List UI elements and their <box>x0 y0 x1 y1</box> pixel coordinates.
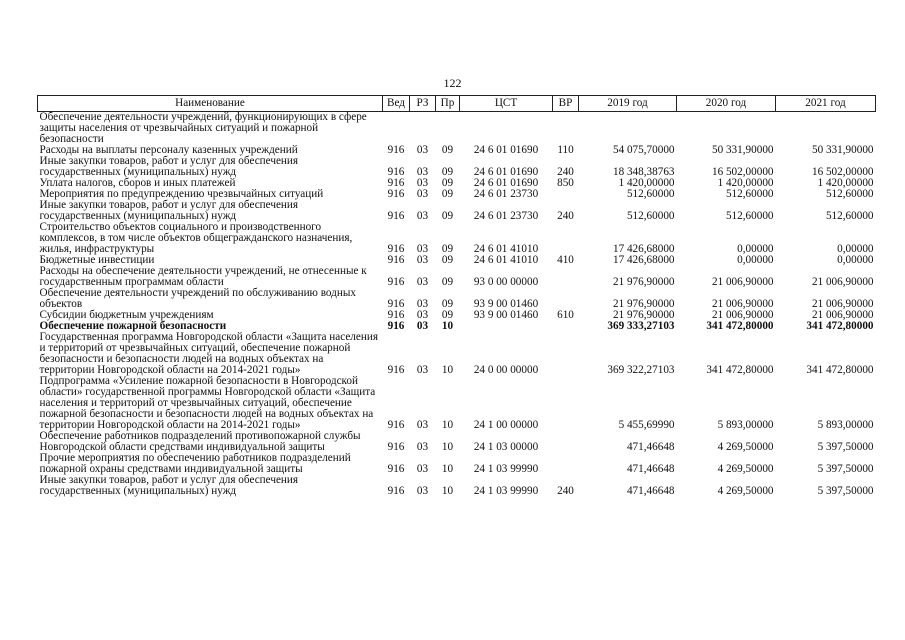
cell-pr: 09 <box>441 188 454 200</box>
cell-name: Обеспечение работников подразделений противопожарной службы Новгородской области средствами индивидуальной защиты <box>39 430 361 453</box>
cell-cst: 93 9 00 01460 <box>473 298 539 310</box>
cell-ved <box>383 112 410 146</box>
cell-pr: 10 <box>441 485 454 497</box>
cell-2020: 341 472,80000 <box>706 364 774 376</box>
cell-vr: 610 <box>557 309 574 321</box>
cell-rz: 03 <box>416 243 429 255</box>
cell-2020: 341 472,80000 <box>706 320 774 332</box>
cell-2021 <box>776 112 876 146</box>
cell-pr: 09 <box>441 243 454 255</box>
table-row <box>38 266 876 288</box>
cell-rz: 03 <box>416 364 429 376</box>
cell-2019: 512,60000 <box>626 188 675 200</box>
cell-vr <box>553 266 579 288</box>
header-rz: РЗ <box>410 96 436 112</box>
cell-name: Мероприятия по предупреждению чрезвычайных ситуаций <box>39 188 324 200</box>
cell-name: Иные закупки товаров, работ и услуг для обеспечения государственных (муниципальных) нужд <box>39 474 299 497</box>
cell-2020: 21 006,90000 <box>711 298 774 310</box>
cell-cst: 24 6 01 23730 <box>473 210 539 222</box>
cell-ved: 916 <box>387 276 405 288</box>
cell-rz: 03 <box>416 254 429 266</box>
cell-name: Бюджетные инвестиции <box>39 254 155 266</box>
cell-pr <box>436 112 460 146</box>
cell-2020: 512,60000 <box>725 188 774 200</box>
cell-2019: 17 426,68000 <box>612 243 675 255</box>
cell-rz: 03 <box>416 210 429 222</box>
cell-2019: 471,46648 <box>626 463 675 475</box>
cell-vr <box>553 321 579 332</box>
cell-rz <box>410 112 436 146</box>
cell-2021: 5 397,50000 <box>817 463 874 475</box>
cell-ved: 916 <box>387 419 405 431</box>
header-cst: ЦСТ <box>460 96 553 112</box>
cell-rz: 03 <box>416 276 429 288</box>
cell-cst: 24 1 03 00000 <box>473 441 539 453</box>
cell-2019: 1 420,00000 <box>618 177 675 189</box>
cell-pr: 10 <box>441 463 454 475</box>
cell-pr: 09 <box>441 144 454 156</box>
cell-vr <box>553 222 579 255</box>
cell-2019: 369 322,27103 <box>607 364 675 376</box>
cell-cst: 24 0 00 00000 <box>473 364 539 376</box>
cell-cst: 24 1 03 99990 <box>473 463 539 475</box>
cell-vr <box>553 376 579 431</box>
cell-vr <box>553 288 579 310</box>
cell-2019: 512,60000 <box>626 210 675 222</box>
table-row <box>38 332 876 376</box>
cell-pr: 09 <box>441 166 454 178</box>
table-row <box>38 156 876 178</box>
cell-vr <box>553 332 579 376</box>
header-name: Наименование <box>38 96 383 112</box>
cell-name: Расходы на выплаты персоналу казенных учреждений <box>39 144 298 156</box>
cell-2019: 471,46648 <box>626 441 675 453</box>
cell-name: Подпрограмма «Усиление пожарной безопасности в Новгородской области» государственной программы Новгородской области «Защита населения и территорий от чрезвычайных ситуаций, обеспечение пожарной безопасности и безопасности людей на водных объектах на территории Новгородской области на 2014-2021 годы» <box>39 375 376 431</box>
cell-2020: 4 269,50000 <box>717 485 774 497</box>
cell-ved: 916 <box>387 309 405 321</box>
cell-cst <box>460 112 553 146</box>
table-row <box>38 222 876 255</box>
cell-pr: 09 <box>441 177 454 189</box>
cell-2021: 5 397,50000 <box>817 485 874 497</box>
cell-vr <box>553 431 579 453</box>
table-row <box>38 112 876 146</box>
cell-cst: 24 6 01 01690 <box>473 177 539 189</box>
header-2021: 2021 год <box>776 96 876 112</box>
cell-ved: 916 <box>387 298 405 310</box>
cell-vr <box>553 112 579 146</box>
cell-pr: 10 <box>441 441 454 453</box>
cell-pr: 09 <box>441 309 454 321</box>
cell-pr: 09 <box>441 254 454 266</box>
cell-vr: 850 <box>557 177 574 189</box>
cell-2021: 21 006,90000 <box>811 298 874 310</box>
cell-vr: 240 <box>557 210 574 222</box>
cell-ved: 916 <box>387 254 405 266</box>
cell-ved: 916 <box>387 364 405 376</box>
cell-vr: 410 <box>557 254 574 266</box>
cell-vr: 240 <box>557 485 574 497</box>
cell-2021: 21 006,90000 <box>811 276 874 288</box>
cell-ved: 916 <box>387 320 405 332</box>
cell-pr: 09 <box>441 276 454 288</box>
cell-2020 <box>677 112 776 146</box>
cell-cst: 24 6 01 23730 <box>473 188 539 200</box>
table-row <box>38 431 876 453</box>
cell-name: Обеспечение деятельности учреждений, функционирующих в сфере защиты населения от чрезвычайных ситуаций и пожарной безопасности <box>39 111 367 145</box>
cell-2021: 512,60000 <box>825 188 874 200</box>
cell-cst: 24 6 01 01690 <box>473 144 539 156</box>
cell-cst: 24 6 01 41010 <box>473 254 539 266</box>
cell-rz: 03 <box>416 309 429 321</box>
cell-pr: 10 <box>441 419 454 431</box>
cell-vr: 240 <box>557 166 574 178</box>
cell-2020: 0,00000 <box>737 254 774 266</box>
header-row <box>38 96 876 112</box>
cell-rz: 03 <box>416 419 429 431</box>
cell-ved: 916 <box>387 188 405 200</box>
cell-rz: 03 <box>416 485 429 497</box>
cell-2021: 5 397,50000 <box>817 441 874 453</box>
budget-table <box>37 95 876 497</box>
cell-cst: 24 1 03 99990 <box>473 485 539 497</box>
cell-ved: 916 <box>387 177 405 189</box>
cell-2019: 21 976,90000 <box>612 298 675 310</box>
cell-cst: 24 6 01 41010 <box>473 243 539 255</box>
cell-name: Иные закупки товаров, работ и услуг для обеспечения государственных (муниципальных) нужд <box>39 155 299 178</box>
cell-vr <box>553 453 579 475</box>
cell-2020: 4 269,50000 <box>717 463 774 475</box>
cell-2019: 54 075,70000 <box>612 144 675 156</box>
cell-name: Расходы на обеспечение деятельности учреждений, не отнесенные к государственным программам области <box>39 265 367 288</box>
cell-2020: 16 502,00000 <box>711 166 774 178</box>
cell-2020: 21 006,90000 <box>711 309 774 321</box>
table-row <box>38 376 876 431</box>
cell-vr <box>553 189 579 200</box>
cell-name: Уплата налогов, сборов и иных платежей <box>39 177 236 189</box>
cell-cst: 93 9 00 01460 <box>473 309 539 321</box>
header-vr: ВР <box>553 96 579 112</box>
table-row <box>38 453 876 475</box>
table-body <box>38 112 876 498</box>
cell-name: Строительство объектов социального и производственного комплексов, в том числе объектов общегражданского назначения, жилья, инфраструктуры <box>39 221 353 255</box>
cell-rz: 03 <box>416 320 429 332</box>
cell-2021: 341 472,80000 <box>806 364 874 376</box>
cell-ved: 916 <box>387 243 405 255</box>
header-2020: 2020 год <box>677 96 776 112</box>
cell-2020: 5 893,00000 <box>717 419 774 431</box>
cell-rz: 03 <box>416 177 429 189</box>
cell-rz: 03 <box>416 463 429 475</box>
cell-name: Государственная программа Новгородской области «Защита населения и территорий от чрезвычайных ситуаций, обеспечение пожарной безопасности и безопасности людей на водных объектах на территории Новгородской области на 2014-2021 годы» <box>39 331 378 376</box>
cell-cst: 93 0 00 00000 <box>473 276 539 288</box>
cell-pr: 10 <box>441 364 454 376</box>
cell-ved: 916 <box>387 210 405 222</box>
cell-pr: 10 <box>441 320 454 332</box>
cell-name: Обеспечение пожарной безопасности <box>39 320 227 332</box>
cell-2019: 21 976,90000 <box>612 276 675 288</box>
cell-2021: 50 331,90000 <box>811 144 874 156</box>
cell-2021: 0,00000 <box>837 254 874 266</box>
cell-vr: 110 <box>557 144 574 156</box>
cell-ved: 916 <box>387 441 405 453</box>
cell-2021: 0,00000 <box>837 243 874 255</box>
cell-cst: 24 1 00 00000 <box>473 419 539 431</box>
header-ved: Вед <box>383 96 410 112</box>
cell-2020: 4 269,50000 <box>717 441 774 453</box>
cell-pr: 09 <box>441 298 454 310</box>
table-row <box>38 288 876 310</box>
cell-pr: 09 <box>441 210 454 222</box>
header-2019: 2019 год <box>579 96 677 112</box>
cell-rz: 03 <box>416 441 429 453</box>
cell-2020: 1 420,00000 <box>717 177 774 189</box>
table-row <box>38 200 876 222</box>
cell-2019: 369 333,27103 <box>607 320 675 332</box>
cell-2021: 5 893,00000 <box>817 419 874 431</box>
cell-ved: 916 <box>387 166 405 178</box>
cell-2019: 5 455,69990 <box>618 419 675 431</box>
cell-ved: 916 <box>387 485 405 497</box>
cell-ved: 916 <box>387 144 405 156</box>
cell-name: Обеспечение деятельности учреждений по обслуживанию водных объектов <box>39 287 356 310</box>
cell-2021: 1 420,00000 <box>817 177 874 189</box>
cell-2020: 0,00000 <box>737 243 774 255</box>
cell-2021: 16 502,00000 <box>811 166 874 178</box>
cell-2020: 50 331,90000 <box>711 144 774 156</box>
cell-2019: 471,46648 <box>626 485 675 497</box>
cell-rz: 03 <box>416 298 429 310</box>
cell-2019: 18 348,38763 <box>612 166 675 178</box>
cell-rz: 03 <box>416 144 429 156</box>
cell-2019 <box>579 112 677 146</box>
cell-2020: 21 006,90000 <box>711 276 774 288</box>
cell-2021: 341 472,80000 <box>806 320 874 332</box>
cell-name: Иные закупки товаров, работ и услуг для обеспечения государственных (муниципальных) нужд <box>39 199 299 222</box>
cell-2021: 512,60000 <box>825 210 874 222</box>
cell-rz: 03 <box>416 166 429 178</box>
cell-ved: 916 <box>387 463 405 475</box>
page-number: 122 <box>443 76 462 90</box>
header-pr: Пр <box>436 96 460 112</box>
cell-cst <box>460 321 553 332</box>
cell-name: Прочие мероприятия по обеспечению работников подразделений пожарной охраны средствами индивидуальной защиты <box>39 452 351 475</box>
cell-2020: 512,60000 <box>725 210 774 222</box>
cell-rz: 03 <box>416 188 429 200</box>
cell-name: Субсидии бюджетным учреждениям <box>39 309 214 321</box>
cell-2019: 21 976,90000 <box>612 309 675 321</box>
cell-cst: 24 6 01 01690 <box>473 166 539 178</box>
cell-2021: 21 006,90000 <box>811 309 874 321</box>
cell-2019: 17 426,68000 <box>612 254 675 266</box>
table-row <box>38 475 876 497</box>
